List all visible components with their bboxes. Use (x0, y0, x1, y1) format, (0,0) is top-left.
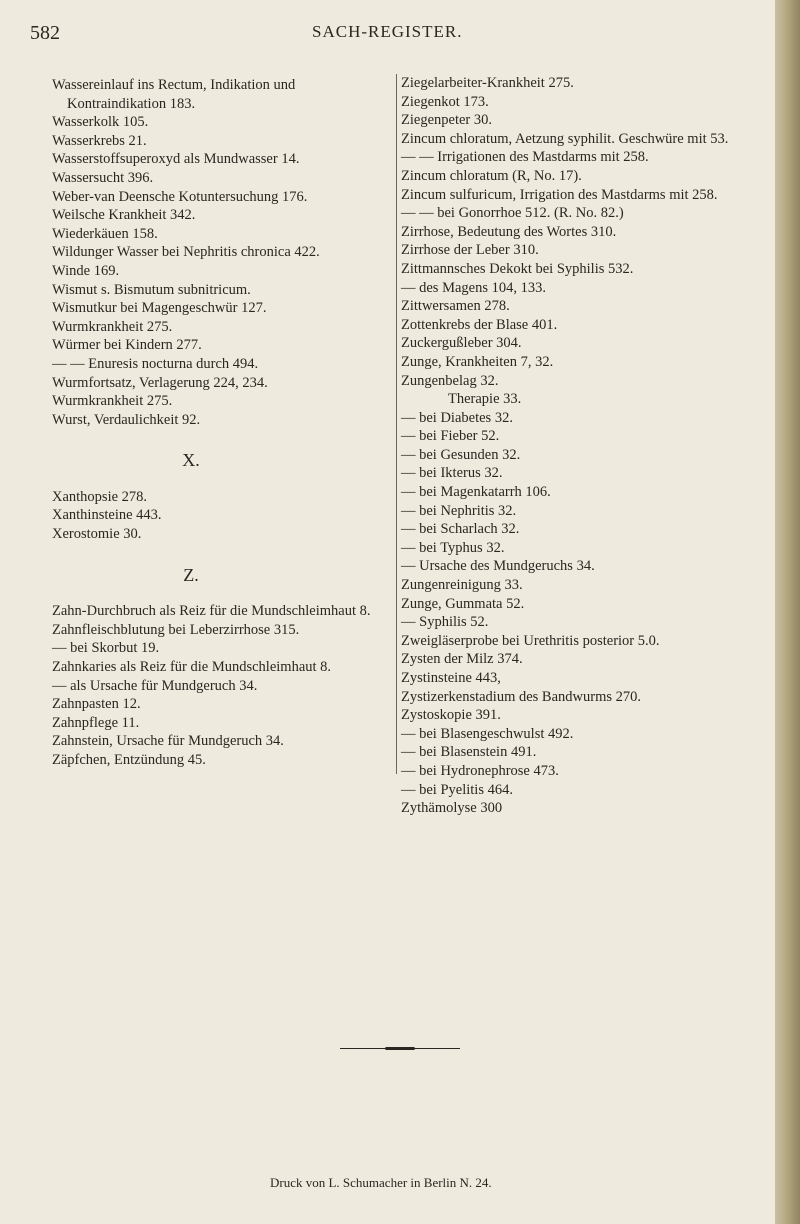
section-letter-x: X. (182, 450, 200, 471)
index-entry: Wurmkrankheit 275. (52, 393, 173, 410)
index-entry: Zincum chloratum (R, No. 17). (401, 167, 582, 184)
page-edge (775, 0, 800, 1224)
index-entry: — bei Pyelitis 464. (401, 781, 513, 798)
index-entry: — bei Nephritis 32. (401, 502, 517, 519)
index-entry: Ziegelarbeiter-Krankheit 275. (401, 75, 574, 91)
page-number: 582 (30, 22, 60, 44)
index-entry: Zunge, Gummata 52. (401, 595, 525, 612)
index-entry: Zittmannsches Dekokt bei Syphilis 532. (401, 260, 634, 277)
index-entry: Zahnstein, Ursache für Mundgeruch 34. (52, 733, 284, 750)
index-entry: — bei Blasenstein 491. (401, 744, 537, 761)
index-entry: — als Ursache für Mundgeruch 34. (52, 677, 258, 694)
index-entry: Zirrhose, Bedeutung des Wortes 310. (401, 223, 617, 240)
index-entry: Wismutkur bei Magengeschwür 127. (52, 300, 267, 317)
index-entry: — bei Fieber 52. (401, 428, 500, 445)
index-entry: — bei Skorbut 19. (52, 640, 160, 657)
index-entry: Zirrhose der Leber 310. (401, 242, 539, 259)
index-entry: Zahnkaries als Reiz für die Mundschleimhaut 8. (52, 659, 332, 676)
index-entry: — bei Typhus 32. (401, 539, 505, 556)
index-entry: Wasserkrebs 21. (52, 132, 147, 149)
index-entry: Zottenkrebs der Blase 401. (401, 316, 558, 333)
index-entry: Therapie 33. (448, 391, 522, 408)
index-entry: Ziegenkot 173. (401, 93, 489, 110)
index-entry: Zystizerkenstadium des Bandwurms 270. (401, 688, 642, 705)
index-entry: Zunge, Krankheiten 7, 32. (401, 353, 554, 370)
index-entry: — bei Gesunden 32. (401, 446, 521, 463)
index-entry: — Syphilis 52. (401, 614, 489, 631)
index-entry: Zittwersamen 278. (401, 298, 510, 315)
x-entries (52, 488, 390, 544)
index-entry: Xerostomie 30. (52, 526, 142, 543)
index-entry: Zincum chloratum, Aetzung syphilit. Geschwüre mit 53. (401, 130, 729, 147)
index-entry: Zungenreinigung 33. (401, 577, 523, 594)
index-entry: — des Magens 104, 133. (401, 279, 546, 296)
index-entry: Wassereinlauf ins Rectum, Indikation und Kontraindikation 183. (52, 77, 296, 112)
index-entry: — — Enuresis nocturna durch 494. (52, 355, 259, 372)
index-entry: Zystoskopie 391. (401, 707, 501, 724)
index-entry: Zuckergußleber 304. (401, 335, 522, 352)
index-entry: Xanthopsie 278. (52, 488, 148, 505)
index-entry: Weber-van Deensche Kotuntersuchung 176. (52, 188, 308, 205)
index-entry: — — bei Gonorrhoe 512. (R. No. 82.) (401, 205, 624, 222)
index-entry: Wasserkolk 105. (52, 114, 149, 131)
index-entry: — bei Magenkatarrh 106. (401, 484, 551, 501)
index-entry: Wismut s. Bismutum subnitricum. (52, 281, 251, 298)
index-entry: Zystinsteine 443, (401, 670, 501, 686)
index-entry: — bei Scharlach 32. (401, 521, 520, 538)
index-entry: Zahnfleischblutung bei Leberzirrhose 315. (52, 621, 300, 638)
left-column (52, 76, 390, 770)
index-entry: Zythämolyse 300 (401, 800, 503, 817)
index-entry: Zysten der Milz 374. (401, 651, 523, 668)
index-entry: Xanthinsteine 443. (52, 507, 162, 524)
index-entry: Wurst, Verdaulichkeit 92. (52, 411, 201, 428)
index-entry: Wurmfortsatz, Verlagerung 224, 234. (52, 374, 268, 391)
index-entry: — bei Blasengeschwulst 492. (401, 725, 574, 742)
index-entry: Wasserstoffsuperoxyd als Mundwasser 14. (52, 151, 300, 168)
printer-imprint: Druck von L. Schumacher in Berlin N. 24. (270, 1175, 492, 1190)
index-entry: Winde 169. (52, 262, 120, 279)
z-entries (52, 602, 390, 769)
w-entries (52, 76, 390, 429)
section-letter-z: Z. (183, 564, 199, 585)
index-entry: Wiederkäuen 158. (52, 225, 158, 242)
index-entry: Ziegenpeter 30. (401, 112, 492, 129)
index-entry: — bei Diabetes 32. (401, 409, 513, 426)
page-header (0, 14, 775, 44)
index-entry: Zweigläserprobe bei Urethritis posterior 5.0. (401, 632, 660, 649)
index-entry: Zäpfchen, Entzündung 45. (52, 752, 206, 768)
index-entry: Wildunger Wasser bei Nephritis chronica 422. (52, 244, 320, 261)
index-entry: Wassersucht 396. (52, 169, 154, 186)
index-entry: Zahnpasten 12. (52, 696, 141, 713)
index-entry: — — Irrigationen des Mastdarms mit 258. (401, 149, 649, 166)
index-entry: Weilsche Krankheit 342. (52, 207, 196, 224)
end-ornament-rule (340, 1047, 460, 1050)
index-entry: Würmer bei Kindern 277. (52, 337, 202, 354)
running-title: SACH-REGISTER. (312, 22, 463, 41)
index-entry: Wurmkrankheit 275. (52, 318, 173, 335)
index-entry: Zincum sulfuricum, Irrigation des Mastdarms mit 258. (401, 186, 718, 203)
index-entry: Zahnpflege 11. (52, 714, 140, 731)
index-entry: — bei Hydronephrose 473. (401, 762, 559, 779)
index-entry: Zungenbelag 32. (401, 372, 499, 389)
index-entry: Zahn-Durchbruch als Reiz für die Mundschleimhaut 8. (52, 603, 371, 620)
index-entry: — bei Ikterus 32. (401, 465, 503, 482)
right-column (396, 74, 733, 817)
index-entry: — Ursache des Mundgeruchs 34. (401, 558, 595, 575)
